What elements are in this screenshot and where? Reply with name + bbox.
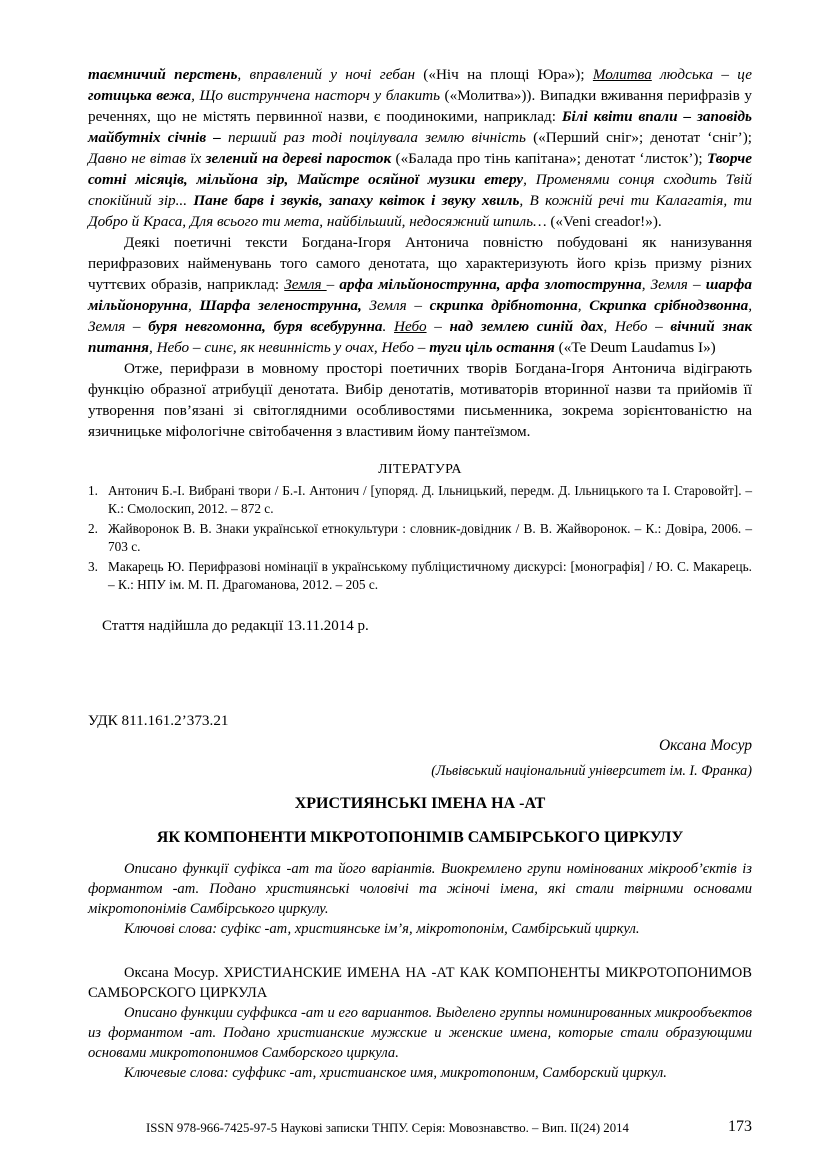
author-affiliation: (Львівський національний університет ім. І. Франка) bbox=[431, 763, 752, 779]
text-run: («Перший сніг»; денотат ‘сніг’); bbox=[525, 129, 752, 146]
page-number: 173 bbox=[728, 1118, 752, 1135]
article-title-line-2: ЯК КОМПОНЕНТИ МІКРОТОПОНІМІВ САМБІРСЬКОГО ЦИРКУЛУ bbox=[156, 829, 684, 846]
reference-item bbox=[88, 520, 752, 556]
text-run: , Променями сонця сходить Твій спокійний зір... bbox=[88, 171, 752, 209]
text-run: над землею синій дах bbox=[449, 318, 604, 335]
text-run: , Небо – синє, як невинність у очах, Небо – bbox=[149, 339, 430, 356]
text-run: туги ціль остання bbox=[429, 339, 555, 356]
text-run: Земля bbox=[284, 276, 327, 293]
text-run: вічний знак питання bbox=[88, 318, 753, 356]
text-run: Білі квіти впали – заповідь майбутніх січнів – bbox=[88, 108, 753, 146]
author-name: Оксана Мосур bbox=[658, 737, 752, 754]
reference-item bbox=[88, 482, 752, 518]
text-run: людська – це bbox=[651, 66, 752, 83]
text-run: Молитва bbox=[592, 66, 652, 83]
text-run: . bbox=[382, 318, 394, 335]
reference-number: 1. bbox=[88, 483, 98, 498]
text-run: , Що виструнчена насторч у блакить bbox=[191, 87, 440, 104]
text-run: – bbox=[326, 276, 340, 293]
references-list bbox=[88, 482, 752, 594]
paragraph-3: Отже, перифрази в мовному просторі поетичних творів Богдана-Ігоря Антонича відіграють функцію образної атрибуції денотата. Вибір денотатів, мотиваторів вторинної назви та прийомів її утворення пов’язані зі світоглядними особливостями письменника, зокрема зорієнтованістю на язичницьке міфологічне світобачення з властивим йому пантеїзмом. bbox=[88, 360, 752, 440]
text-run: зелений на дереві пароcток bbox=[205, 150, 392, 167]
abstract-russian bbox=[88, 963, 752, 1083]
text-run: Давно не вітав їх bbox=[88, 150, 206, 167]
text-run: перший раз тоді поцілувала землю вічність bbox=[220, 129, 526, 146]
keywords-uk: Ключові слова: суфікс -ат, християнське ім’я, мікротопонім, Самбірський циркул. bbox=[124, 921, 640, 937]
paragraph-1 bbox=[88, 64, 752, 232]
text-run: Небо bbox=[394, 318, 427, 335]
text-run: Скрипка срібнодзвонна bbox=[589, 297, 749, 314]
text-run: («Балада про тінь капітана»; денотат ‘листок’); bbox=[391, 150, 707, 167]
text-run: , bbox=[188, 297, 200, 314]
text-run: готицька вежа bbox=[88, 87, 192, 104]
journal-footer: ISSN 978-966-7425-97-5 Наукові записки ТНПУ. Серія: Мовознавство. – Вип. ІІ(24) 2014 bbox=[146, 1121, 629, 1135]
text-run: Творче сотні місяців, мільйона зір, Майстре осяйної музики етеру bbox=[88, 150, 752, 188]
text-run: – bbox=[426, 318, 450, 335]
text-run: , вправлений у ночі гебан bbox=[237, 66, 415, 83]
text-run: , Земля – bbox=[88, 297, 753, 335]
references-title: ЛІТЕРАТУРА bbox=[378, 462, 462, 477]
text-run: арфа мільйонострунна, арфа злотострунна bbox=[339, 276, 642, 293]
text-run: Земля – bbox=[361, 297, 430, 314]
text-run: Деякі поетичні тексти Богдана-Ігоря Антонича повністю побудовані як нанизування перифразових найменувань того самого денотата, що характеризують його крізь призму різних чуттєвих образів, наприклад: bbox=[88, 234, 752, 293]
paragraph-2 bbox=[88, 232, 752, 358]
text-run: («Te Deum Laudamus I») bbox=[554, 339, 716, 356]
abstract-ukrainian bbox=[88, 859, 752, 939]
text-run: («Veni creador!»). bbox=[546, 213, 662, 230]
text-run: («Ніч на площі Юра»); bbox=[415, 66, 593, 83]
text-run: , Земля – bbox=[641, 276, 706, 293]
reference-item bbox=[88, 558, 752, 594]
reference-text: Макарець Ю. Перифразові номінації в українському публіцистичному дискурсі: [монографія] / Ю. С. Макарець. – К.: НПУ ім. М. П. Драгоманова, 2012. – 205 с. bbox=[108, 559, 752, 592]
reference-number: 2. bbox=[88, 521, 98, 536]
text-run: («Молитва»)). Випадки вживання перифразів у реченнях, що не містять первинної назви, є поодинокими, наприклад: bbox=[88, 87, 752, 125]
text-run: , Небо – bbox=[603, 318, 671, 335]
abstract-ru-text: Описано функции суффикса -ат и его вариантов. Выделено группы номинированных микрообъектов из формантом -ат. Подано христианские мужские и женские имена, которые стали образующими основами микротопонимов Самборского циркула. bbox=[88, 1005, 752, 1061]
received-date: Стаття надійшла до редакції 13.11.2014 р. bbox=[102, 618, 369, 634]
main-text-column bbox=[88, 64, 752, 637]
article-title-line-1: ХРИСТИЯНСЬКІ ІМЕНА НА -АТ bbox=[294, 795, 546, 812]
udc-code: УДК 811.161.2’373.21 bbox=[88, 712, 229, 729]
text-run: буря невгомонна, буря всебурунна bbox=[148, 318, 383, 335]
reference-number: 3. bbox=[88, 559, 98, 574]
reference-text: Жайворонок В. В. Знаки української етнокультури : словник-довідник / В. В. Жайворонок. – К.: Довіра, 2006. – 703 с. bbox=[108, 521, 752, 554]
abstract-uk-text: Описано функції суфікса -ат та його варіантів. Виокремлено групи номінованих мікрооб’єктів із формантом -ат. Подано християнські чоловічі та жіночі імена, які стали твірними основами мікротопонімів Самбірського циркулу. bbox=[88, 861, 752, 917]
keywords-ru: Ключевые слова: суффикс -ат, христианское имя, микротопоним, Самборский циркул. bbox=[124, 1065, 667, 1081]
text-run: Пане барв і звуків, запаху квіток і звуку хвиль bbox=[193, 192, 520, 209]
text-run: шарфа мільйоноруннa bbox=[88, 276, 752, 314]
text-run: скрипка дрібнотонна bbox=[429, 297, 578, 314]
reference-text: Антонич Б.-І. Вибрані твори / Б.-І. Антонич / [упоряд. Д. Ільницький, передм. Д. Ільницького та І. Старовойт]. – К.: Смолоскип, 2012. – 872 с. bbox=[108, 483, 752, 516]
text-run: , В кожній речі ти Калагатія, ти Добро й Краса, Для всього ти мета, найбільший, недосяжний шпиль… bbox=[88, 192, 752, 230]
ru-heading: Оксана Мосур. ХРИСТИАНСКИЕ ИМЕНА НА -АТ КАК КОМПОНЕНТЫ МИКРОТОПОНИМОВ САМБОРСКОГО ЦИРКУЛА bbox=[88, 965, 752, 1001]
text-run: Шарфа зеленострунна, bbox=[199, 297, 362, 314]
text-run: таємничий перстень bbox=[88, 66, 238, 83]
text-run: , bbox=[577, 297, 590, 314]
